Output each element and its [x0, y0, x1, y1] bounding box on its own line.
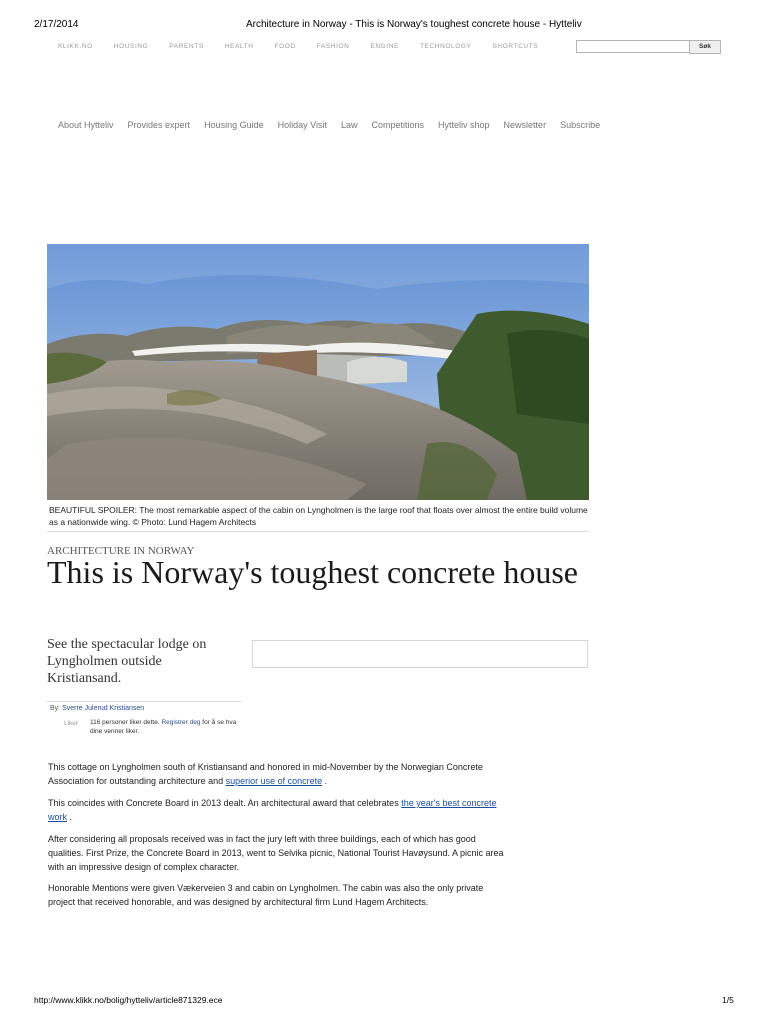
section-nav-item-housing-guide[interactable]: Housing Guide: [204, 120, 264, 130]
top-nav-item-housing[interactable]: HOUSING: [113, 43, 149, 50]
byline-prefix: By:: [50, 705, 61, 712]
byline-divider: [47, 701, 241, 702]
article-standfirst: See the spectacular lodge on Lyngholmen outside Kristiansand.: [47, 637, 207, 686]
author-link[interactable]: Sverre Julerud Kristiansen: [62, 705, 145, 712]
paragraph-text: This cottage on Lyngholmen south of Kristiansand and honored in mid-November by the Norwegian Concrete Association for outstanding architecture and: [48, 762, 483, 786]
paragraph-end: .: [322, 776, 328, 786]
likes-count: 116 personer liker dette.: [90, 719, 160, 726]
print-footer-url: http://www.klikk.no/bolig/hytteliv/article871329.ece: [34, 995, 223, 1005]
print-date: 2/17/2014: [34, 19, 79, 30]
top-nav-item-technology[interactable]: TECHNOLOGY: [419, 43, 472, 50]
search-input[interactable]: [576, 40, 692, 53]
section-nav-item-subscribe[interactable]: Subscribe: [560, 120, 601, 130]
top-nav-item-food[interactable]: FOOD: [274, 43, 296, 50]
article-paragraph-1: [48, 760, 510, 788]
section-nav-item-law[interactable]: Law: [340, 120, 358, 130]
section-nav-item-competitions[interactable]: Competitions: [371, 120, 425, 130]
top-nav-item-parents[interactable]: PARENTS: [169, 43, 204, 50]
search-button[interactable]: Søk: [689, 40, 721, 54]
article-paragraph-3: After considering all proposals received was in fact the jury left with three buildings, each of which has good qualities. First Prize, the Concrete Board in 2013, went to Selvika picnic, National Tourist Havøysund. A picnic area with an impressive design of complex character.: [48, 834, 504, 872]
article-paragraph-4: Honorable Mentions were given Vækerveien 3 and cabin on Lyngholmen. The cabin was also the only private project that received honorable, and was designed by architectural firm Lund Hagem Architects.: [48, 883, 484, 907]
print-page-title: Architecture in Norway - This is Norway's toughest concrete house - Hytteliv: [246, 19, 582, 30]
superior-concrete-link[interactable]: superior use of concrete: [225, 776, 323, 786]
section-nav-item-expert[interactable]: Provides expert: [127, 120, 191, 130]
top-nav-item-health[interactable]: HEALTH: [224, 43, 254, 50]
top-nav-item-shortcuts[interactable]: SHORTCUTS: [492, 43, 539, 50]
hero-photo: [47, 244, 589, 500]
article-headline: This is Norway's toughest concrete house: [47, 554, 578, 590]
likes-suffix: for å se hva dine venner liker.: [90, 719, 237, 735]
like-label[interactable]: Liker: [64, 720, 79, 727]
top-nav: [58, 43, 559, 50]
section-nav-item-newsletter[interactable]: Newsletter: [503, 120, 547, 130]
likes-count-text: [90, 718, 250, 736]
byline: [50, 705, 144, 712]
social-share-box[interactable]: [252, 640, 588, 668]
photo-caption: BEAUTIFUL SPOILER: The most remarkable aspect of the cabin on Lyngholmen is the large roof that floats over almost the entire build volume as a nationwide wing. © Photo: Lund Hagem Architects: [49, 505, 588, 527]
paragraph-end: .: [67, 812, 73, 822]
cabin-landscape-image: [47, 244, 589, 500]
section-nav-item-holiday-visit[interactable]: Holiday Visit: [277, 120, 327, 130]
section-nav-item-about[interactable]: About Hytteliv: [58, 120, 114, 130]
section-nav: [58, 120, 614, 130]
paragraph-text: This coincides with Concrete Board in 2013 dealt. An architectural award that celebrates: [48, 798, 402, 808]
divider: [47, 531, 589, 532]
section-nav-item-shop[interactable]: Hytteliv shop: [438, 120, 490, 130]
top-nav-item-klikk[interactable]: KLIKK.NO: [58, 43, 93, 50]
article-paragraph-2: [48, 796, 510, 824]
top-nav-item-fashion[interactable]: FASHION: [316, 43, 350, 50]
print-page-number: 1/5: [722, 995, 734, 1005]
top-nav-item-engine[interactable]: ENGINE: [370, 43, 399, 50]
best-concrete-work-link[interactable]: the year's best concrete work: [48, 798, 497, 822]
article-kicker[interactable]: ARCHITECTURE IN NORWAY: [47, 545, 195, 557]
register-link[interactable]: Registrer deg: [161, 719, 201, 726]
